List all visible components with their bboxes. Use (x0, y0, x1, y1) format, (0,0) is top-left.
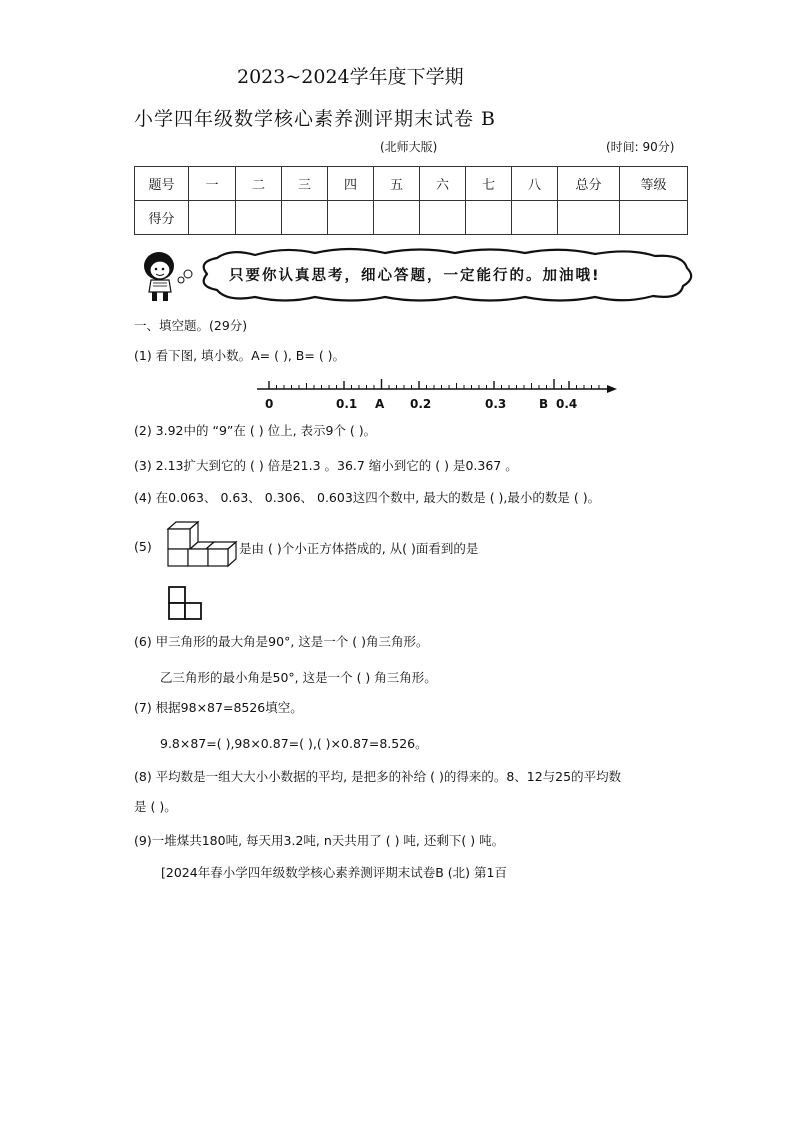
view-shape-icon (168, 586, 204, 620)
tick-label-0.4: 0.4 (556, 397, 578, 411)
table-cell: 八 (512, 167, 558, 201)
score-cell[interactable] (282, 201, 328, 235)
table-cell: 四 (328, 167, 374, 201)
question-8b: 是 ( )。 (134, 799, 177, 814)
tick-label-0: 0 (265, 397, 274, 411)
question-1: (1) 看下图, 填小数。A= ( ), B= ( )。 (134, 348, 346, 363)
point-label-a: A (375, 397, 385, 411)
question-2: (2) 3.92中的 “9”在 ( ) 位上, 表示9个 ( )。 (134, 423, 377, 438)
score-table-score-row (135, 201, 688, 235)
score-cell[interactable] (189, 201, 236, 235)
table-cell: 六 (420, 167, 466, 201)
time-label: (时间: 90分) (606, 140, 675, 154)
score-cell[interactable] (620, 201, 688, 235)
question-8a: (8) 平均数是一组大大小小数据的平均, 是把多的补给 ( )的得来的。8、12与25的平均数 (134, 769, 622, 784)
question-9: (9)一堆煤共180吨, 每天用3.2吨, n天共用了 ( ) 吨, 还剩下( ) 吨。 (134, 833, 505, 848)
section-1-title: 一、填空题。(29分) (134, 318, 248, 333)
table-cell: 得分 (135, 201, 189, 235)
table-cell: 二 (236, 167, 282, 201)
table-cell: 等级 (620, 167, 688, 201)
score-table (134, 166, 688, 235)
question-7: (7) 根据98×87=8526填空。 (134, 700, 303, 715)
score-cell[interactable] (328, 201, 374, 235)
question-6a: (6) 甲三角形的最大角是90°, 这是一个 ( )角三角形。 (134, 634, 429, 649)
question-7b: 9.8×87=( ),98×0.87=( ),( )×0.87=8.526。 (160, 736, 428, 751)
edition-label: (北师大版) (380, 140, 438, 154)
year-line: 2023~2024学年度下学期 (237, 66, 464, 88)
score-cell[interactable] (466, 201, 512, 235)
score-table-header-row (135, 167, 688, 201)
tick-label-0.3: 0.3 (485, 397, 507, 411)
motto-text: 只要你认真思考，细心答题，一定能行的。加油哦! (229, 268, 601, 284)
score-cell[interactable] (512, 201, 558, 235)
score-cell[interactable] (420, 201, 466, 235)
table-cell: 题号 (135, 167, 189, 201)
table-cell: 七 (466, 167, 512, 201)
point-label-b: B (539, 397, 549, 411)
tick-label-0.2: 0.2 (410, 397, 432, 411)
page-title: 小学四年级数学核心素养测评期末试卷 B (134, 108, 497, 130)
question-5: 是由 ( )个小正方体搭成的, 从( )面看到的是 (239, 541, 479, 556)
question-6b: 乙三角形的最小角是50°, 这是一个 ( ) 角三角形。 (160, 670, 437, 685)
tick-label-0.1: 0.1 (336, 397, 358, 411)
table-cell: 一 (189, 167, 236, 201)
question-5-number: (5) (134, 539, 152, 554)
score-cell[interactable] (374, 201, 420, 235)
table-cell: 三 (282, 167, 328, 201)
question-3: (3) 2.13扩大到它的 ( ) 倍是21.3 。36.7 缩小到它的 ( ) 是0.367 。 (134, 458, 518, 473)
question-4: (4) 在0.063、 0.63、 0.306、 0.603这四个数中, 最大的数是 ( ),最小的数是 ( )。 (134, 490, 601, 505)
score-cell[interactable] (236, 201, 282, 235)
page-footer: [2024年春小学四年级数学核心素养测评期末试卷B (北) 第1百 (161, 865, 507, 880)
motto-banner (135, 246, 700, 306)
number-line (255, 375, 620, 413)
score-cell[interactable] (558, 201, 620, 235)
cube-stack-icon (166, 519, 240, 569)
axis-arrow (607, 385, 617, 393)
table-cell: 五 (374, 167, 420, 201)
table-cell: 总分 (558, 167, 620, 201)
